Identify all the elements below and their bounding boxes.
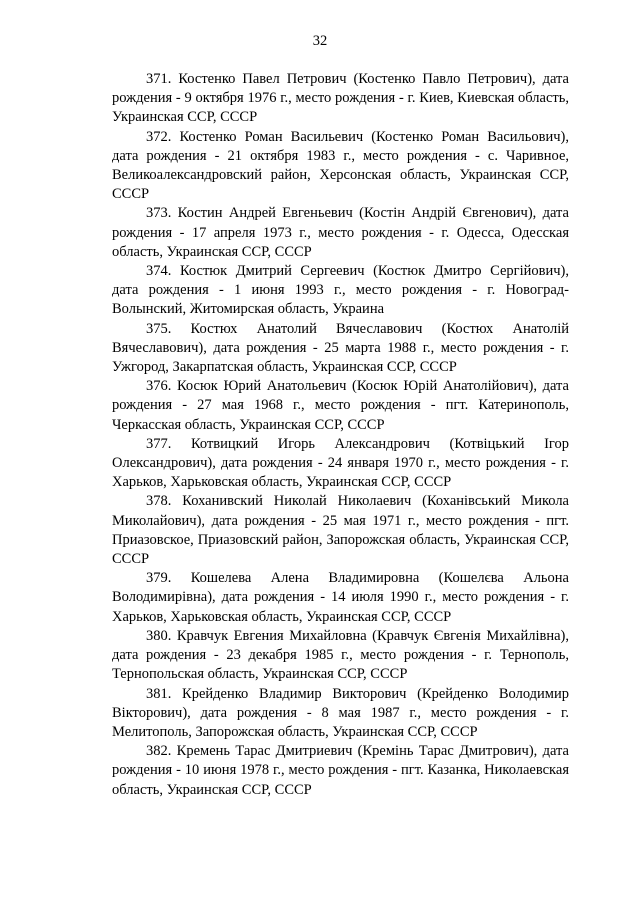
list-item: 379. Кошелева Алена Владимировна (Кошелєва Альона Володимирівна), дата рождения - 14 июля 1990 г., место рождения - г. Харьков, Харьковская область, Украинская ССР, СССР [112,570,569,625]
page-number: 32 [312,33,328,49]
entry-list [112,70,569,800]
list-item: 375. Костюх Анатолий Вячеславович (Костюх Анатолій Вячеславович), дата рождения - 25 марта 1988 г., место рождения - г. Ужгород, Закарпатская область, Украинская ССР, СССР [112,320,569,376]
list-item: 378. Коханивский Николай Николаевич (Коханівський Микола Миколайович), дата рождения - 25 мая 1971 г., место рождения - пгт. Приазовское, Приазовский район, Запорожская область, Украинская ССР, СССР [112,493,569,568]
list-item: 382. Кремень Тарас Дмитриевич (Кремінь Тарас Дмитрович), дата рождения - 10 июня 1978 г., место рождения - пгт. Казанка, Николаевская область, Украинская ССР, СССР [112,743,569,798]
list-item: 380. Кравчук Евгения Михайловна (Кравчук Євгенія Михайлівна), дата рождения - 23 декабря 1985 г., место рождения - г. Тернополь, Тернопольская область, Украинская ССР, СССР [112,627,569,683]
list-item: 381. Крейденко Владимир Викторович (Крейденко Володимир Вікторович), дата рождения - 8 мая 1987 г., место рождения - г. Мелитополь, Запорожская область, Украинская ССР, СССР [112,685,569,740]
list-item: 373. Костин Андрей Евгеньевич (Костін Андрій Євгенович), дата рождения - 17 апреля 1973 г., место рождения - г. Одесса, Одесская область, Украинская ССР, СССР [112,205,569,260]
list-item: 371. Костенко Павел Петрович (Костенко Павло Петрович), дата рождения - 9 октября 1976 г., место рождения - г. Киев, Киевская область, Украинская ССР, СССР [112,71,569,126]
list-item: 374. Костюк Дмитрий Сергеевич (Костюк Дмитро Сергійович), дата рождения - 1 июня 1993 г., место рождения - г. Новоград-Волынский, Житомирская область, Украина [112,263,569,318]
list-item: 372. Костенко Роман Васильевич (Костенко Роман Васильович), дата рождения - 21 октября 1983 г., место рождения - с. Чаривное, Великоалександровский район, Херсонская область, Украинская ССР, СССР [112,128,569,203]
list-item: 376. Косюк Юрий Анатольевич (Косюк Юрій Анатолійович), дата рождения - 27 мая 1968 г., место рождения - пгт. Катеринополь, Черкасская область, Украинская ССР, СССР [112,378,569,433]
list-item: 377. Котвицкий Игорь Александрович (Котвіцький Ігор Олександрович), дата рождения - 24 января 1970 г., место рождения - г. Харьков, Харьковская область, Украинская ССР, СССР [112,435,569,491]
